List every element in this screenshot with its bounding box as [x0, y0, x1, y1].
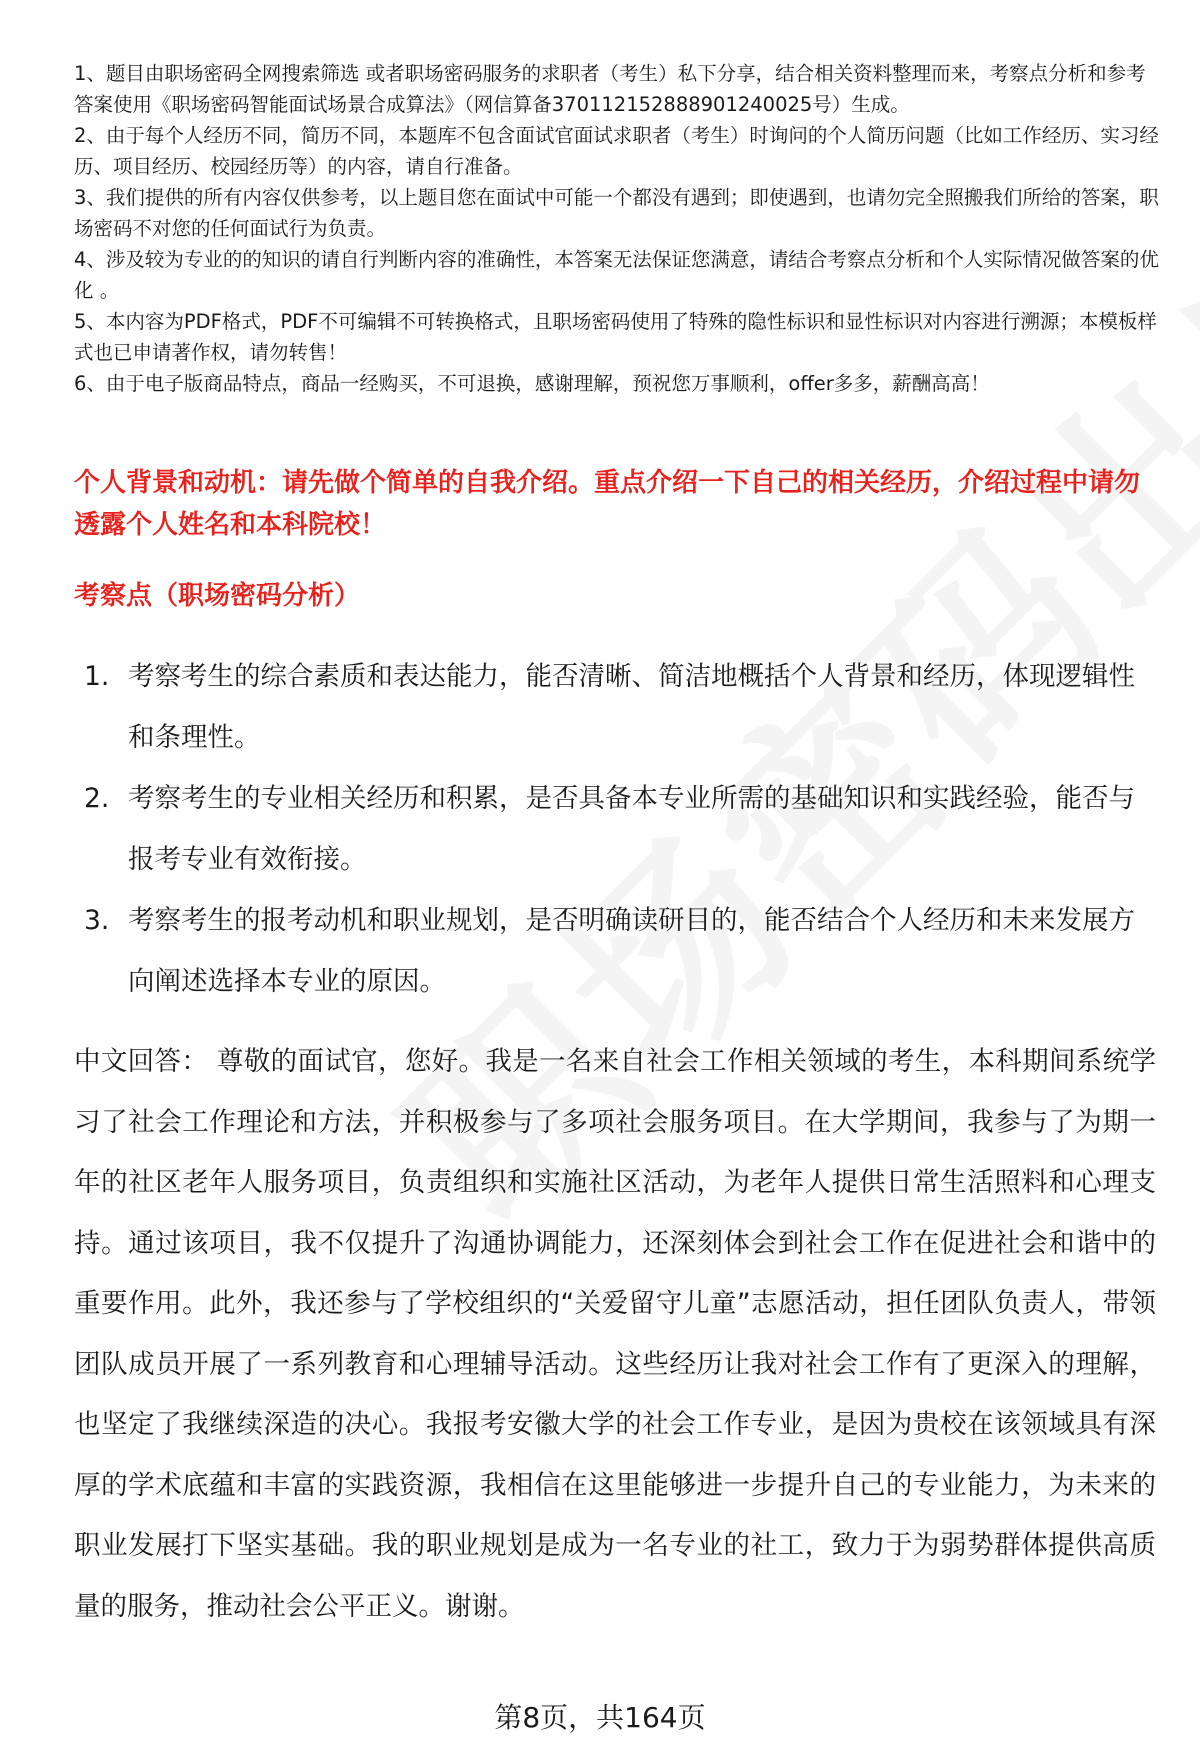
analysis-point-text: 考察考生的综合素质和表达能力，能否清晰、简洁地概括个人背景和经历，体现逻辑性和条理性。	[128, 661, 1135, 753]
disclaimer-item: 3、我们提供的所有内容仅供参考，以上题目您在面试中可能一个都没有遇到；即使遇到，也请勿完全照搬我们所给的答案，职场密码不对您的任何面试行为负责。	[74, 186, 1159, 240]
disclaimer-item: 6、由于电子版商品特点，商品一经购买，不可退换，感谢理解，预祝您万事顺利，offer多多，薪酬高高！	[74, 372, 990, 395]
disclaimer-block	[74, 58, 1160, 399]
analysis-point-number: 2.	[84, 783, 110, 814]
interview-question: 个人背景和动机：请先做个简单的自我介绍。重点介绍一下自己的相关经历，介绍过程中请勿透露个人姓名和本科院校！	[74, 468, 1141, 540]
analysis-point-text: 考察考生的报考动机和职业规划，是否明确读研目的，能否结合个人经历和未来发展方向阐述选择本专业的原因。	[128, 905, 1135, 997]
disclaimer-item: 1、题目由职场密码全网搜索筛选 或者职场密码服务的求职者（考生）私下分享，结合相关资料整理而来，考察点分析和参考答案使用《职场密码智能面试场景合成算法》（网信算备370112152888901240025号）生成。	[74, 62, 1146, 116]
analysis-point-number: 3.	[84, 905, 110, 936]
sample-answer: 中文回答： 尊敬的面试官，您好。我是一名来自社会工作相关领域的考生，本科期间系统学习了社会工作理论和方法，并积极参与了多项社会服务项目。在大学期间，我参与了为期一年的社区老年人服务项目，负责组织和实施社区活动，为老年人提供日常生活照料和心理支持。通过该项目，我不仅提升了沟通协调能力，还深刻体会到社会工作在促进社会和谐中的重要作用。此外，我还参与了学校组织的“关爱留守儿童”志愿活动，担任团队负责人，带领团队成员开展了一系列教育和心理辅导活动。这些经历让我对社会工作有了更深入的理解，也坚定了我继续深造的决心。我报考安徽大学的社会工作专业，是因为贵校在该领域具有深厚的学术底蕴和丰富的实践资源，我相信在这里能够进一步提升自己的专业能力，为未来的职业发展打下坚实基础。我的职业规划是成为一名专业的社工，致力于为弱势群体提供高质量的服务，推动社会公平正义。谢谢。	[74, 1046, 1156, 1622]
analysis-point	[84, 768, 1144, 890]
analysis-point	[84, 646, 1144, 768]
disclaimer-item: 4、涉及较为专业的的知识的请自行判断内容的准确性，本答案无法保证您满意，请结合考察点分析和个人实际情况做答案的优化 。	[74, 248, 1159, 302]
analysis-point-text: 考察考生的专业相关经历和积累，是否具备本专业所需的基础知识和实践经验，能否与报考专业有效衔接。	[128, 783, 1135, 875]
page-number: 第8页，共164页	[494, 1701, 706, 1734]
analysis-point	[84, 890, 1144, 1012]
analysis-point-number: 1.	[84, 661, 110, 692]
disclaimer-item: 5、本内容为PDF格式，PDF不可编辑不可转换格式，且职场密码使用了特殊的隐性标识和显性标识对内容进行溯源；本模板样式也已申请著作权，请勿转售！	[74, 310, 1157, 364]
disclaimer-item: 2、由于每个人经历不同，简历不同，本题库不包含面试官面试求职者（考生）时询问的个人简历问题（比如工作经历、实习经历、项目经历、校园经历等）的内容，请自行准备。	[74, 124, 1159, 178]
analysis-heading: 考察点（职场密码分析）	[74, 581, 361, 611]
analysis-points-list	[84, 646, 1144, 1012]
